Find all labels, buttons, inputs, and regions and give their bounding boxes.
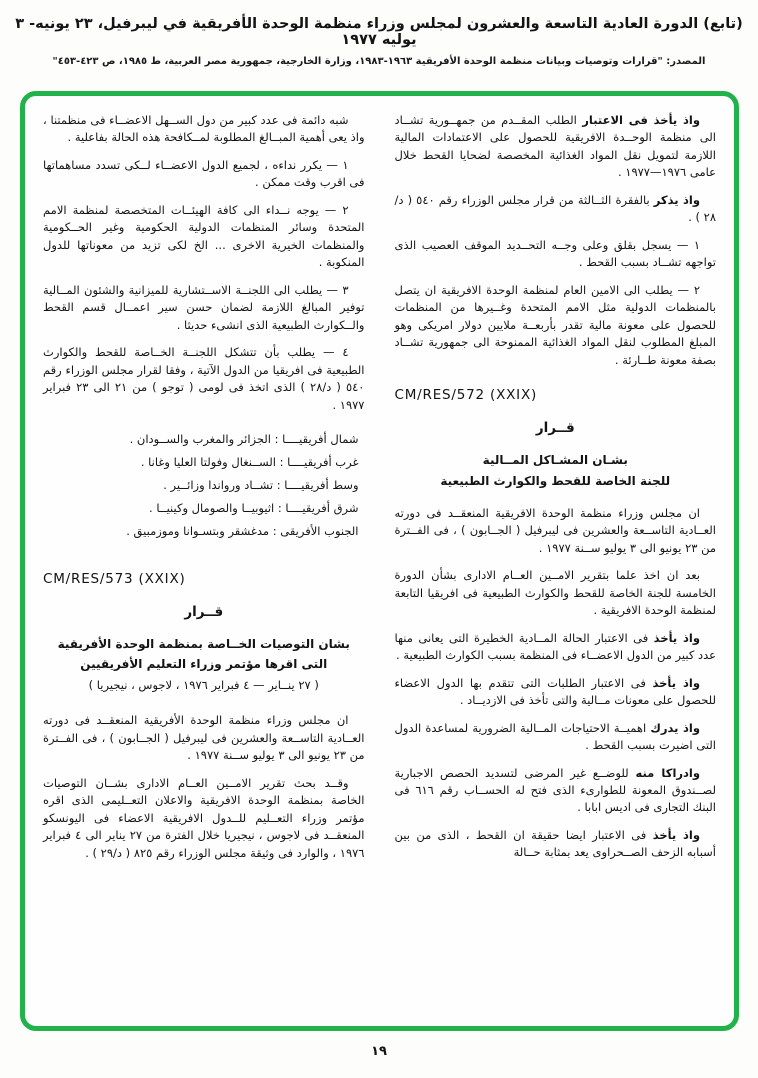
paragraph <box>395 827 717 862</box>
page-number: ١٩ <box>371 1044 387 1059</box>
paragraph-lead: وادراكا منه <box>635 765 700 780</box>
left-column <box>43 112 365 1016</box>
resolution-subtitle: للجنة الخاصة للقحط والكوارث الطبيعية <box>440 473 671 488</box>
two-column-layout <box>43 112 716 1016</box>
paragraph-text: ان مجلس وزراء منظمة الوحدة الأفريقية المنعقــد فى دورته العــادية التاســعة والعشرين فى ليبرفيل ( الجــابون ) ، فى الفــترة من ٢٣ يونيو الى ٣ يوليو ســنة ١٩٧٧ . <box>43 713 365 763</box>
region-central-africa: وسط أفريقيــــا : تشــاد ورواندا وزائــير . <box>163 478 359 493</box>
session-title: (تابع) الدورة العادية التاسعة والعشرون لمجلس وزراء منظمة الوحدة الأفريقية في ليبرفيل، ٢٣ يونيه- ٣ يوليه ١٩٧٧ <box>15 16 743 48</box>
region-southern-africa: الجنوب الأفريقى : مدغشقر وبتسـوانا وموزمبيق . <box>126 524 359 539</box>
paragraph-text: ٣ — يطلب الى اللجنــة الاســتشارية للميزانية والشئون المــالية توفير المبالغ اللازمة لضمان حسن سير اعمــال قسم القحط والــكوارث الطبيعية الذى انشىء حديثا . <box>43 282 365 332</box>
paragraph-lead: واذ يأخذ <box>652 675 700 690</box>
paragraph <box>395 567 717 619</box>
regions-list <box>43 428 359 543</box>
paragraph-text: ١ — يسجل بقلق وعلى وجــه التحــديد الموقف العصيب الذى تواجهه تشــاد بسبب القحط . <box>394 237 716 270</box>
region-north-africa: شمال أفريقيــــا : الجزائر والمغرب والســودان . <box>129 432 359 447</box>
source-citation: المصدر: "قرارات وتوصيات وبيانات منظمة الوحدة الأفريقية ١٩٦٣-١٩٨٣، وزارة الخارجية، جمهورية مصر العربية، ط ١٩٨٥، ص ٤٢٣-٤٥٣" <box>52 56 706 67</box>
paragraph-lead: واذ يأخذ <box>653 630 701 645</box>
resolution-subtitle: بشـان المشـاكل المــالية <box>482 453 628 468</box>
numbered-paragraph <box>395 237 717 272</box>
region-east-africa: شرق أفريقيــــا : اثيوبيــا والصومال وكينيــا . <box>149 501 359 516</box>
paragraph <box>395 112 717 182</box>
paragraph <box>395 630 717 665</box>
paragraph-text: فى الاعتبار الحالة المــادية الخطيرة التى يعانى منها عدد كبير من الدول الاعضــاء فى المنظمة بسبب الكوارث الطبيعية . <box>394 630 716 663</box>
resolution-code-573: CM/RES/573 (XXIX) <box>43 571 186 588</box>
paragraph-text: للوضــع غير المرضى لتسديد الحصص الاجبارية لصــندوق المعونة للطوارىء الذى فتح له الحســاب رقم ٦١٦ فى البنك التجارى فى اديس ابابا . <box>394 765 716 815</box>
paragraph <box>395 765 717 817</box>
resolution-title: قــرار <box>184 603 224 620</box>
resolution-subtitle-block <box>43 634 365 694</box>
paragraph-text: فى الاعتبار الطلبات التى تتقدم بها الدول الاعضاء للحصول على معونات مــالية والتى تأخذ فى الازديــاد . <box>394 675 716 708</box>
paragraph <box>43 775 365 862</box>
paragraph-lead: واذ يأخذ فى الاعتبار <box>582 113 700 127</box>
paragraph-text: ٢ — يطلب الى الامين العام لمنظمة الوحدة الافريقية ان يتصل بالمنظمات الدولية مثل الامم المتحدة وغــيرها من المنظمات للحصول على معونة مالية تقدر بأربعــة ملايين دولار امريكى وهو المبلغ المطلوب لنقل المواد الغذائية الممنوحة الى جمهورية تشــاد بصفة معونة طــارئة . <box>394 282 716 367</box>
paragraph <box>395 675 717 710</box>
paragraph-text: شبه دائمة فى عدد كبير من دول الســهل الاعضــاء فى منظمتنا ، واذ يعى أهمية المبــالغ المطلوبة لمــكافحة هذه الحالة بفاعلية . <box>43 113 365 145</box>
numbered-paragraph <box>395 282 717 369</box>
resolution-title: قــرار <box>535 419 575 436</box>
paragraph <box>43 712 365 764</box>
paragraph <box>43 112 365 147</box>
paragraph <box>395 720 717 755</box>
paragraph-text: ٤ — يطلب بأن تتشكل اللجنــة الخــاصة للقحط والكوارث الطبيعية فى افريقيا من الدول الآتية ، وفقا لقرار مجلس الوزراء رقم ٥٤٠ ( د/٢٨ ) الذى اتخذ فى لومى ( توجو ) من ٢١ الى ٢٣ فبراير ١٩٧٧ . <box>43 345 365 412</box>
paragraph <box>395 505 717 557</box>
resolution-subtitle-note: ( ٢٧ ينــاير — ٤ فبراير ١٩٧٦ ، لاجوس ، نيجيريا ) <box>88 677 319 692</box>
paragraph-lead: واذ يأخذ <box>652 827 700 842</box>
region-west-africa: غرب أفريقيــــا : الســنغال وفولتا العليا وغانا . <box>140 455 359 470</box>
paragraph-text: اهميــة الاحتياجات المــالية الضرورية لمساعدة الدول التى اضيرت بسبب القحط . <box>394 720 716 753</box>
resolution-subtitle-block <box>395 450 717 491</box>
resolution-subtitle: بشان التوصيات الخــاصة بمنظمة الوحدة الأفريقية <box>57 637 350 652</box>
paragraph-text: ٢ — يوجه نــداء الى كافة الهيئــات المتخصصة لمنظمة الامم المتحدة وسائر المنظمات الدولية الحكومية وغير الحــكومية والمنظمات الخيرية الاخرى ... الخ لكى تزيد من معوناتها للدول المنكوبة . <box>43 202 365 270</box>
paragraph-lead: واذ يذكر <box>653 192 700 207</box>
paragraph-lead: واذ يدرك <box>650 720 700 735</box>
paragraph-text: وقــد بحث تقرير الامــين العــام الادارى بشــان التوصيات الخاصة بمنظمة الوحدة الافريقية والاعلان التعــليمى الذى اقره مؤتمر وزراء التعــليم للــدول الافريقية الاعضاء فى اليونسكو المنعقــد فى لاجوس ، نيجيريا خلال الفترة من ٢٧ يناير الى ٤ فبراير ١٩٧٦ ، والوارد فى وثيقة مجلس الوزراء رقم ٨٢٥ ( د/٢٩ ) . <box>43 775 365 860</box>
paragraph-text: بعد ان اخذ علما بتقرير الامــين العــام الادارى بشأن الدورة الخامسة للجنة الخاصة للقحط والكوارث الطبيعية فى افريقيا التابعة لمنظمة الوحدة الافريقية . <box>394 568 716 618</box>
paragraph-text: ان مجلس وزراء منظمة الوحدة الافريقية المنعقــد فى دورته العــادية التاســعة والعشرين فى ليبرفيل ( الجــابون ) ، فى الفــترة من ٢٣ يونيو الى ٣ يوليو ســنة ١٩٧٧ . <box>394 505 716 555</box>
paragraph-text: الطلب المقــدم من جمهــورية تشــاد الى منظمة الوحــدة الافريقية للحصول على الاعتمادات المالية اللازمة لتمويل نقل المواد الغذائية المخصصة لضحايا القحط خلال عامى ١٩٧٦—١٩٧٧ . <box>394 113 716 180</box>
resolution-code-572: CM/RES/572 (XXIX) <box>394 387 538 404</box>
numbered-paragraph <box>43 157 365 192</box>
paragraph <box>395 192 717 227</box>
numbered-paragraph <box>43 344 365 414</box>
paragraph-text: ١ — يكرر نداءه ، لجميع الدول الاعضــاء لــكى تسدد مساهماتها فى اقرب وقت ممكن . <box>43 157 365 190</box>
paragraph-text: بالفقرة الثــالثة من قرار مجلس الوزراء رقم ٥٤٠ ( د/٢٨ ) . <box>394 192 716 225</box>
content-border-box <box>20 91 739 1031</box>
numbered-paragraph <box>43 282 365 334</box>
page-header <box>0 0 758 67</box>
resolution-subtitle: التى اقرها مؤتمر وزراء التعليم الأفريقيين <box>80 657 328 672</box>
numbered-paragraph <box>43 202 365 272</box>
right-column <box>395 112 717 1016</box>
paragraph-text: فى الاعتبار ايضا حقيقة ان القحط ، الذى من بين أسبابه الزحف الصــحراوى يعد بمثابة حــالة <box>394 827 716 860</box>
